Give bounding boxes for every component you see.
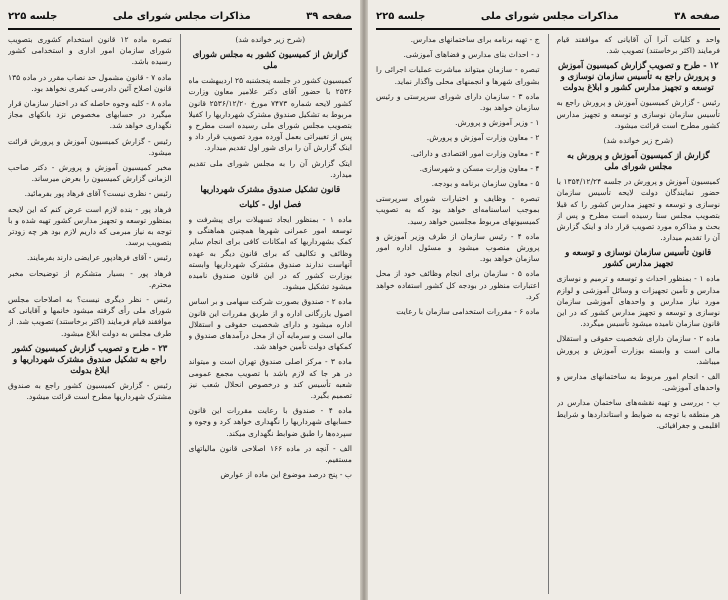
left-page-running-title: مذاکرات مجلس شورای ملی bbox=[112, 10, 251, 22]
column-divider bbox=[548, 34, 549, 594]
paragraph: (شرح زیر خوانده شد) bbox=[603, 136, 674, 146]
paragraph: واحد و کلیات آنرا آن آقایانی که موافقند قیام فرمایند (اکثر برخاستند) تصویب شد. bbox=[556, 35, 720, 56]
paragraph: ۲ - معاون وزارت آموزش و پرورش. bbox=[426, 133, 540, 143]
paragraph: ۴ - معاون وزارت مسکن و شهرسازی. bbox=[419, 163, 540, 173]
heading: قانون تأسیس سازمان نوسازی و توسعه و تجهیز مدارس کشور bbox=[565, 247, 712, 269]
heading: فصل اول - کلیات bbox=[239, 199, 302, 210]
paragraph: ماده ۳ - سازمان دارای شورای سرپرستی و رئیس سازمان خواهد بود. bbox=[376, 91, 540, 113]
right-page-header bbox=[376, 6, 720, 26]
heading: گزارش از کمیسیون کشور به مجلس شورای ملی bbox=[192, 49, 348, 71]
paragraph: تبصره ماده ۱۲ قانون استخدام کشوری بتصویب شورای سازمان امور اداری و استخدامی کشور رسیده باشد. bbox=[8, 35, 172, 67]
paragraph: (شرح زیر خوانده شد) bbox=[235, 35, 306, 44]
right-page-columns bbox=[376, 34, 720, 594]
left-page bbox=[0, 0, 360, 600]
right-page-left-column bbox=[376, 34, 540, 594]
paragraph: ماده ۵ - سازمان برای انجام وظائف خود از محل اعتبارات منظور در بودجه کل کشور استفاده خواهد کرد. bbox=[376, 269, 540, 301]
right-header-rule bbox=[376, 28, 720, 30]
paragraph: ماده ۴ - صندوق با رعایت مقررات این قانون حسابهای شهرداریها را نگهداری خواهد کرد و وجوه و سپرده‌ها را طبق ضوابط نگهداری میکند. bbox=[188, 406, 352, 438]
paragraph: ماده ۱ - بمنظور احداث و توسعه و ترمیم و نوسازی مدارس و تأمین تجهیزات و وسائل آموزشی و لوازم مورد نیاز مدارس و واحدهای آموزشی سازمان نوسازی و توسعه و تجهیز مدارس کشور که در این قانون سازمان نامیده میشود تأسیس میگردد. bbox=[556, 274, 720, 329]
heading: ۱۲ - طرح و تصویب گزارش کمیسیون آموزش و پرورش راجع به تأسیس سازمان نوسازی و توسعه و تجهیز مدارس کشور و ابلاغ بدولت bbox=[557, 60, 719, 93]
book-gutter bbox=[360, 0, 368, 600]
paragraph: ماده ۲ - سازمان دارای شخصیت حقوقی و استقلال مالی است و وابسته بوزارت آموزش و پرورش میباشد. bbox=[556, 334, 720, 366]
heading: گزارش از کمیسیون آموزش و پرورش به مجلس شورای ملی bbox=[567, 150, 710, 172]
paragraph: ایتک گزارش آن را به مجلس شورای ملی تقدیم میدارد. bbox=[188, 158, 352, 179]
paragraph: رئیس - گزارش کمیسیون آموزش و پرورش قرائت میشود. bbox=[8, 136, 172, 157]
left-page-session: جلسه ۲۲۵ bbox=[8, 10, 58, 22]
left-header-rule bbox=[8, 28, 352, 30]
paragraph: ماده ۱ - بمنظور ایجاد تسهیلات برای پیشرفت و توسعه امور عمرانی شهرها همچنین هماهنگی و کمک بشهرداریها که امکانات کافی برای انجام سایر وظائف و تکالیف که برای قانون دیگر به عهده آنهاست ندارند صندوق مشترک شهرداریها وابسته بوزارت کشور که در این قانون صندوق نامیده میشود تشکیل میشود. bbox=[188, 215, 352, 292]
paragraph: رئیس - گزارش کمیسیون کشور راجع به صندوق مشترک شهرداریها مطرح است قرائت میشود. bbox=[8, 380, 172, 402]
paragraph: ب - پنج درصد موضوع این ماده از عوارض bbox=[220, 470, 352, 480]
right-page-session: جلسه ۲۲۵ bbox=[376, 10, 426, 22]
paragraph: ماده ۳ - مرکز اصلی صندوق تهران است و میتواند در هر جا که لازم باشد با تصویب مجمع عمومی شعبه تأسیس کند و درخصوص انحلال شعب نیز تصمیم بگیرد. bbox=[188, 357, 352, 401]
paragraph: مخبر کمیسیون آموزش و پرورش - دکتر صاحب الزمانی گزارش کمیسیون را بعرض میرساند. bbox=[8, 163, 172, 184]
paragraph: الف - انجام امور مربوط به ساختمانهای مدارس و واحدهای آموزشی. bbox=[556, 372, 720, 393]
right-page-right-column bbox=[557, 34, 721, 594]
right-page-number: صفحه ۳۸ bbox=[674, 10, 720, 22]
left-page-left-column bbox=[8, 34, 172, 594]
paragraph: ب - بررسی و تهیه نقشه‌های ساختمان مدارس در هر منطقه با توجه به ضوابط و استانداردها و شرایط اقلیمی و جغرافیائی. bbox=[556, 398, 720, 430]
paragraph: رئیس - آقای فرهادپور عرایضی دارند بفرمایند. bbox=[27, 253, 172, 263]
paragraph: رئیس - نظری نیست؟ آقای فرهاد پور بفرمائید. bbox=[24, 189, 172, 199]
paragraph: فرهاد پور - بسیار متشکرم از توضیحات مخبر محترم. bbox=[8, 268, 172, 289]
paragraph: فرهاد پور - بنده لازم است عرض کنم که این لایحه بمنظور توسعه و تجهیز مدارس کشور تهیه شده و با توجه به نیاز مبرمی که داریم لازم بود هر چه زودتر بتصویب برسد. bbox=[8, 204, 172, 248]
paragraph: ۱ - وزیر آموزش و پرورش. bbox=[455, 118, 540, 128]
paragraph: د - احداث بنای مدارس و فضاهای آموزشی. bbox=[403, 50, 540, 60]
heading: قانون تشکیل صندوق مشترک شهرداریها bbox=[200, 184, 341, 195]
paragraph: رئیس - گزارش کمیسیون آموزش و پرورش راجع به تأسیس سازمان نوسازی و توسعه و تجهیز مدارس کشور مطرح است قرائت میشود. bbox=[556, 98, 720, 130]
left-page-header bbox=[8, 6, 352, 26]
paragraph: تبصره - سازمان میتواند مباشرت عملیات اجرائی را بشورای شهرها و انجمنهای محلی واگذار نماید. bbox=[376, 65, 540, 86]
paragraph: ماده ۲ - صندوق بصورت شرکت سهامی و بر اساس اصول بازرگانی اداره و از طریق مقررات این قانون اداره میشود و دارای شخصیت حقوقی و استقلال مالی است و سرمایه آن از محل درآمدهای صندوق و کمکهای دولت تأمین خواهد شد. bbox=[188, 297, 352, 352]
paragraph: ماده ۷ - قانون مشمول حد نصاب مقرر در ماده ۱۳۵ قانون اصلاح آئین دادرسی کیفری نخواهد بود. bbox=[8, 72, 172, 93]
paragraph: تبصره - وظایف و اختیارات شورای سرپرستی بموجب اساسنامه‌ای خواهد بود که به تصویب کمیسیونهای مربوط مجلسین خواهد رسید. bbox=[376, 194, 540, 226]
right-page bbox=[368, 0, 728, 600]
heading: ۲۳ - طرح و تصویب گزارش کمیسیون کشور راجع به تشکیل صندوق مشترک شهرداریها و ابلاغ بدولت bbox=[12, 342, 168, 375]
right-page-running-title: مذاکرات مجلس شورای ملی bbox=[480, 10, 619, 22]
left-page-right-column bbox=[189, 34, 353, 594]
left-page-number: صفحه ۳۹ bbox=[306, 10, 352, 22]
paragraph: ۵ - معاون سازمان برنامه و بودجه. bbox=[431, 179, 540, 189]
column-divider bbox=[180, 34, 181, 594]
paragraph: ۳ - معاون وزارت امور اقتصادی و دارائی. bbox=[410, 148, 540, 158]
left-page-columns bbox=[8, 34, 352, 594]
paragraph: ماده ۶ - مقررات استخدامی سازمان با رعایت bbox=[396, 307, 540, 317]
paragraph: الف - آنچه در ماده ۱۶۶ اصلاحی قانون مالیاتهای مستقیم. bbox=[188, 443, 352, 465]
paragraph: کمیسیون آموزش و پرورش در جلسه ۱۳۵۴/۱۲/۲۴ با حضور نمایندگان دولت لایحه تأسیس سازمان نوسازی و توسعه و تجهیز مدارس کشور را که قبلا بتصویب مجلس سنا رسیده است مطرح و پس از بحث و مذاکره مورد تصویب قرار داد و اینک گزارش آن را تقدیم میدارد. bbox=[556, 177, 720, 243]
paragraph: رئیس - نظر دیگری نیست؟ به اصلاحات مجلس شورای ملی رأی گرفته میشود خانمها و آقایانی که موافقند قیام فرمایند (اکثر برخاستند) تصویب شد. از طرف مجلس به دولت ابلاغ میشود. bbox=[8, 295, 172, 338]
paragraph: کمیسیون کشور در جلسه پنجشنبه ۲۵ اردیبهشت ماه ۲۵۳۶ با حضور آقای دکتر علامیر معاون وزارت کشور لایحه شماره ۷۴۷۳ مورخ ۲۵۳۶/۱۲/۲۰ قانون مربوط به تشکیل صندوق مشترک شهرداریها را کفیلا بتصویب مجلس شورای ملی رسیده است مطرح و پس از تغییراتی بعمل آورده مورد تصویب قرار داد و اینک گزارش آن را برای شور اول تقدیم میدارد. bbox=[188, 76, 352, 153]
paragraph: ماده ۸ - کلیه وجوه حاصله که در اختیار سازمان قرار میگیرد در حسابهای مخصوص نزد بانکهای مجاز نگهداری خواهد شد. bbox=[8, 99, 172, 131]
paragraph: ج - تهیه برنامه برای ساختمانهای مدارس. bbox=[410, 35, 540, 44]
paragraph: ماده ۴ - رئیس سازمان از طرف وزیر آموزش و پرورش منصوب میشود و مسئول اداره امور سازمان خواهد بود. bbox=[376, 231, 540, 264]
